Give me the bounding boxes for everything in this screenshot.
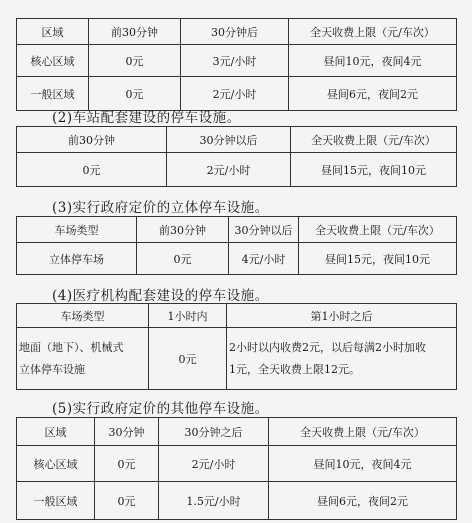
- table-cell: 0元: [137, 243, 229, 275]
- table-core-general-area-fees: [16, 18, 457, 111]
- table-cell: 3元/小时: [181, 45, 289, 77]
- table-multilevel-parking: [16, 216, 457, 275]
- header-cell: 车场类型: [17, 304, 149, 328]
- header-cell: 前30分钟: [17, 127, 167, 153]
- section-heading-other: (5)实行政府定价的其他停车设施。: [52, 401, 269, 417]
- table-cell: 一般区域: [17, 77, 89, 111]
- section-heading-medical: (4)医疗机构配套建设的停车设施。: [52, 288, 269, 304]
- table-cell: 昼间10元，夜间4元: [289, 45, 457, 77]
- table-cell: 昼间15元，夜间10元: [299, 243, 457, 275]
- table-station-parking: [16, 126, 457, 187]
- table-cell: 核心区域: [17, 446, 95, 482]
- header-cell: 全天收费上限（元/车次）: [299, 217, 457, 243]
- header-cell: 30分钟以后: [229, 217, 299, 243]
- header-cell: 前30分钟: [89, 19, 181, 45]
- table-cell: 0元: [149, 328, 227, 390]
- table-cell: 立体停车场: [17, 243, 137, 275]
- table-header-row: [17, 217, 457, 243]
- header-cell: 全天收费上限（元/车次）: [291, 127, 457, 153]
- table-cell: 2元/小时: [159, 446, 269, 482]
- header-cell: 1小时内: [149, 304, 227, 328]
- table-cell: 0元: [95, 482, 159, 520]
- table-other-parking: [16, 417, 457, 520]
- header-cell: 第1小时之后: [227, 304, 457, 328]
- table-cell: 昼间10元，夜间4元: [269, 446, 457, 482]
- header-cell: 30分钟以后: [167, 127, 291, 153]
- table-cell: 1.5元/小时: [159, 482, 269, 520]
- cell-line: 2小时以内收费2元，以后每满2小时加收: [229, 340, 426, 354]
- header-cell: 区域: [17, 19, 89, 45]
- header-cell: 全天收费上限（元/车次）: [269, 418, 457, 446]
- table-header-row: [17, 127, 457, 153]
- header-cell: 30分钟之后: [159, 418, 269, 446]
- header-cell: 前30分钟: [137, 217, 229, 243]
- table-cell: 0元: [95, 446, 159, 482]
- table-cell: 核心区域: [17, 45, 89, 77]
- table-cell: 2元/小时: [181, 77, 289, 111]
- cell-line: 1元，全天收费上限12元。: [229, 362, 360, 376]
- table-row: [17, 153, 457, 187]
- table-cell: 2元/小时: [167, 153, 291, 187]
- table-header-row: [17, 304, 457, 328]
- table-row: [17, 482, 457, 520]
- header-cell: 30分钟后: [181, 19, 289, 45]
- section-heading-multilevel: (3)实行政府定价的立体停车设施。: [52, 200, 269, 216]
- table-header-row: [17, 418, 457, 446]
- header-cell: 车场类型: [17, 217, 137, 243]
- table-cell: 一般区域: [17, 482, 95, 520]
- header-cell: 全天收费上限（元/车次）: [289, 19, 457, 45]
- cell-line: 地面（地下）、机械式: [19, 340, 124, 354]
- table-cell-after-first-hour: [227, 328, 457, 390]
- header-cell: 区域: [17, 418, 95, 446]
- table-header-row: [17, 19, 457, 45]
- table-cell: 昼间6元，夜间2元: [269, 482, 457, 520]
- table-medical-parking: [16, 303, 457, 390]
- table-row: [17, 45, 457, 77]
- table-cell: 4元/小时: [229, 243, 299, 275]
- header-cell: 30分钟: [95, 418, 159, 446]
- table-cell: 昼间15元，夜间10元: [291, 153, 457, 187]
- table-cell: 0元: [89, 77, 181, 111]
- cell-line: 立体停车设施: [19, 362, 85, 376]
- table-row: [17, 328, 457, 390]
- section-heading-station: (2)车站配套建设的停车设施。: [52, 110, 241, 126]
- table-cell-type: [17, 328, 149, 390]
- table-row: [17, 446, 457, 482]
- table-cell: 0元: [17, 153, 167, 187]
- table-cell: 0元: [89, 45, 181, 77]
- table-cell: 昼间6元，夜间2元: [289, 77, 457, 111]
- table-row: [17, 243, 457, 275]
